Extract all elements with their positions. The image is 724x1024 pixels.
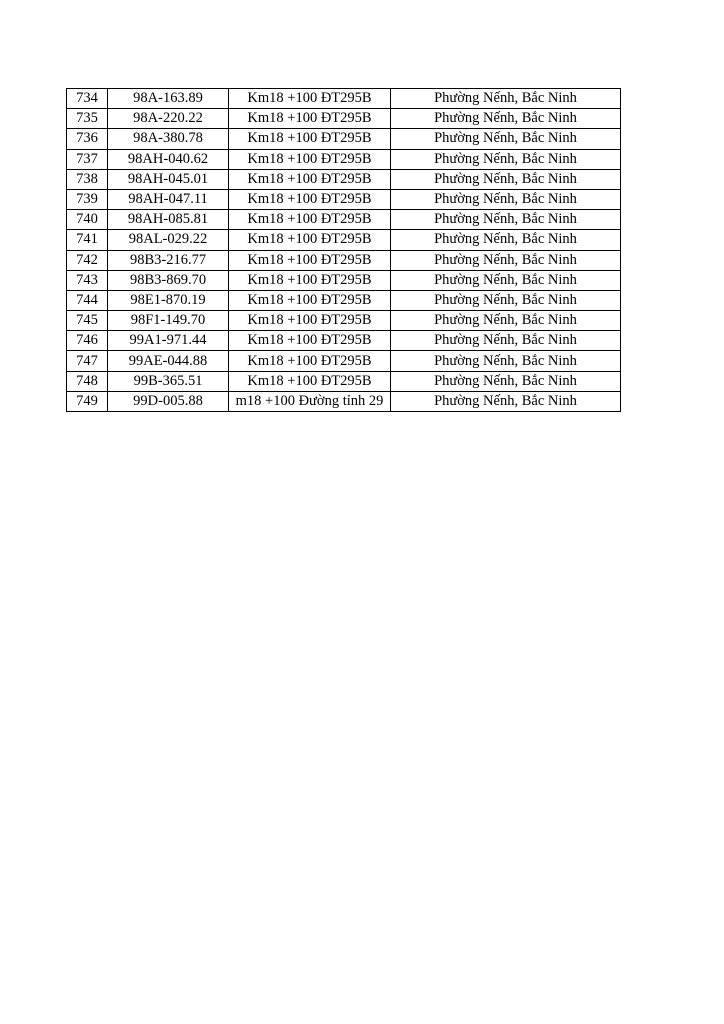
- ward-province-cell: Phường Nếnh, Bắc Ninh: [391, 129, 621, 149]
- row-number-cell: 745: [67, 311, 108, 331]
- license-plate-cell: 99B-365.51: [108, 371, 229, 391]
- row-number-cell: 748: [67, 371, 108, 391]
- ward-province-cell: Phường Nếnh, Bắc Ninh: [391, 331, 621, 351]
- violations-table: [66, 88, 621, 412]
- license-plate-cell: 98AH-085.81: [108, 210, 229, 230]
- ward-province-cell: Phường Nếnh, Bắc Ninh: [391, 371, 621, 391]
- table-row: [67, 149, 621, 169]
- table-row: [67, 169, 621, 189]
- ward-province-cell: Phường Nếnh, Bắc Ninh: [391, 149, 621, 169]
- ward-province-cell: Phường Nếnh, Bắc Ninh: [391, 89, 621, 109]
- ward-province-cell: Phường Nếnh, Bắc Ninh: [391, 270, 621, 290]
- license-plate-cell: 99A1-971.44: [108, 331, 229, 351]
- ward-province-cell: Phường Nếnh, Bắc Ninh: [391, 109, 621, 129]
- table-row: [67, 129, 621, 149]
- ward-province-cell: Phường Nếnh, Bắc Ninh: [391, 311, 621, 331]
- violation-location-cell: Km18 +100 ĐT295B: [229, 270, 391, 290]
- table-row: [67, 230, 621, 250]
- violation-location-cell: Km18 +100 ĐT295B: [229, 311, 391, 331]
- row-number-cell: 737: [67, 149, 108, 169]
- violation-location-cell: Km18 +100 ĐT295B: [229, 351, 391, 371]
- table-row: [67, 371, 621, 391]
- license-plate-cell: 98B3-216.77: [108, 250, 229, 270]
- violation-location-cell: Km18 +100 ĐT295B: [229, 290, 391, 310]
- violation-location-cell: Km18 +100 ĐT295B: [229, 210, 391, 230]
- row-number-cell: 738: [67, 169, 108, 189]
- ward-province-cell: Phường Nếnh, Bắc Ninh: [391, 250, 621, 270]
- row-number-cell: 735: [67, 109, 108, 129]
- ward-province-cell: Phường Nếnh, Bắc Ninh: [391, 169, 621, 189]
- violation-location-cell: Km18 +100 ĐT295B: [229, 371, 391, 391]
- violation-location-cell: Km18 +100 ĐT295B: [229, 149, 391, 169]
- violation-location-cell: Km18 +100 ĐT295B: [229, 169, 391, 189]
- table-row: [67, 210, 621, 230]
- table-row: [67, 311, 621, 331]
- violation-location-cell: Km18 +100 ĐT295B: [229, 189, 391, 209]
- row-number-cell: 739: [67, 189, 108, 209]
- row-number-cell: 736: [67, 129, 108, 149]
- violation-location-cell: Km18 +100 ĐT295B: [229, 129, 391, 149]
- ward-province-cell: Phường Nếnh, Bắc Ninh: [391, 391, 621, 411]
- ward-province-cell: Phường Nếnh, Bắc Ninh: [391, 351, 621, 371]
- license-plate-cell: 98B3-869.70: [108, 270, 229, 290]
- row-number-cell: 749: [67, 391, 108, 411]
- license-plate-cell: 98AH-045.01: [108, 169, 229, 189]
- table-row: [67, 351, 621, 371]
- row-number-cell: 734: [67, 89, 108, 109]
- license-plate-cell: 98A-380.78: [108, 129, 229, 149]
- row-number-cell: 744: [67, 290, 108, 310]
- license-plate-cell: 98AL-029.22: [108, 230, 229, 250]
- table-row: [67, 290, 621, 310]
- license-plate-cell: 98AH-040.62: [108, 149, 229, 169]
- table-row: [67, 109, 621, 129]
- violation-location-cell: Km18 +100 ĐT295B: [229, 250, 391, 270]
- license-plate-cell: 98A-220.22: [108, 109, 229, 129]
- license-plate-cell: 99D-005.88: [108, 391, 229, 411]
- license-plate-cell: 98A-163.89: [108, 89, 229, 109]
- violation-location-cell: Km18 +100 ĐT295B: [229, 109, 391, 129]
- ward-province-cell: Phường Nếnh, Bắc Ninh: [391, 290, 621, 310]
- ward-province-cell: Phường Nếnh, Bắc Ninh: [391, 210, 621, 230]
- table-row: [67, 331, 621, 351]
- ward-province-cell: Phường Nếnh, Bắc Ninh: [391, 189, 621, 209]
- ward-province-cell: Phường Nếnh, Bắc Ninh: [391, 230, 621, 250]
- license-plate-cell: 98AH-047.11: [108, 189, 229, 209]
- row-number-cell: 742: [67, 250, 108, 270]
- violation-location-cell: Km18 +100 ĐT295B: [229, 331, 391, 351]
- table-row: [67, 391, 621, 411]
- violation-location-cell: Km18 +100 ĐT295B: [229, 230, 391, 250]
- row-number-cell: 743: [67, 270, 108, 290]
- violation-location-cell: m18 +100 Đường tỉnh 29: [229, 391, 391, 411]
- table-body: [67, 89, 621, 412]
- row-number-cell: 741: [67, 230, 108, 250]
- table-row: [67, 189, 621, 209]
- license-plate-cell: 98E1-870.19: [108, 290, 229, 310]
- license-plate-cell: 99AE-044.88: [108, 351, 229, 371]
- violation-location-cell: Km18 +100 ĐT295B: [229, 89, 391, 109]
- table-row: [67, 270, 621, 290]
- row-number-cell: 746: [67, 331, 108, 351]
- license-plate-cell: 98F1-149.70: [108, 311, 229, 331]
- table-row: [67, 89, 621, 109]
- table-row: [67, 250, 621, 270]
- row-number-cell: 747: [67, 351, 108, 371]
- row-number-cell: 740: [67, 210, 108, 230]
